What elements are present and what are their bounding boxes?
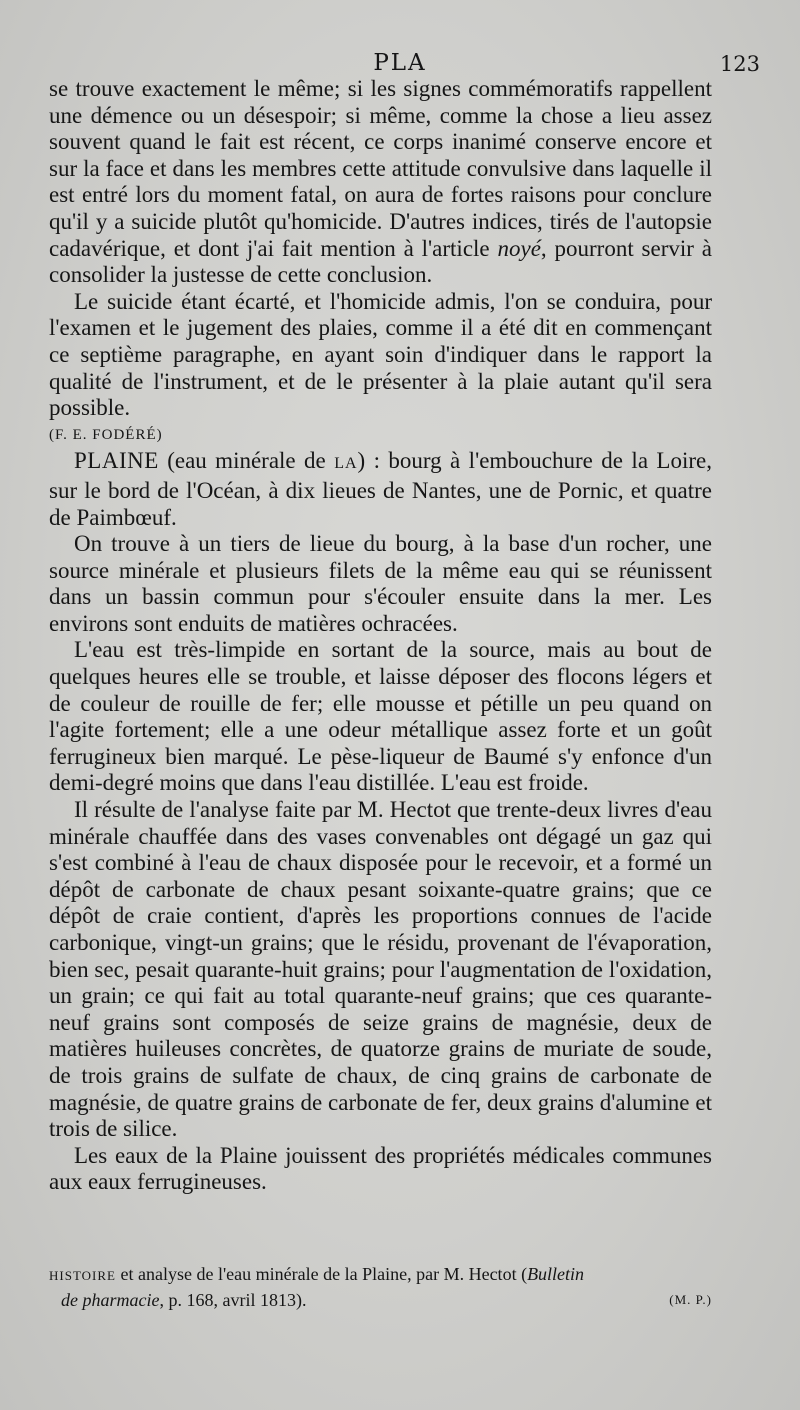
- running-head: PLA: [373, 50, 427, 76]
- footnote-source: Bulletin: [527, 1264, 585, 1284]
- paragraph: On trouve à un tiers de lieue du bourg, à la base d'un rocher, une source minérale et plusieurs filets de la même eau qui se réunissent dans un bassin commun pour s'écouler ensuite dans la mer. Les environs sont enduits de matières ochracées.: [49, 531, 712, 636]
- paragraph-text: (eau minérale de: [158, 448, 335, 474]
- paragraph-text: se trouve exactement le même; si les signes commémoratifs rappellent une démence ou un désespoir; si même, comme la chose a lieu assez souvent quand le fait est récent, ce corps inanimé conserve encore et sur la face et dans les membres cette attitude convulsive dans laquelle il est entré lors du moment fatal, on aura de fortes raisons pour conclure qu'il y a suicide plutôt qu'homicide. D'autres indices, tirés de l'autopsie cadavérique, et dont j'ai fait mention à l'article: [49, 76, 712, 261]
- footnote-source: de pharmacie: [61, 1290, 160, 1310]
- bibliographic-note: [49, 1262, 712, 1312]
- page-number: 123: [719, 52, 760, 76]
- entry-paragraph: [49, 448, 712, 531]
- footnote-lead: HISTOIRE: [49, 1268, 116, 1283]
- paragraph: Les eaux de la Plaine jouissent des propriétés médicales communes aux eaux ferrugineuses.: [49, 1142, 712, 1195]
- small-caps-article: LA: [334, 455, 358, 473]
- footnote-text: et analyse de l'eau minérale de la Plaine, par M. Hectot (: [115, 1264, 528, 1284]
- paragraph-text: ) : bourg à l'embouchure de la Loire, sur le bord de l'Océan, à dix lieues de Nantes, une de Pornic, et quatre de Paimbœuf.: [49, 448, 712, 530]
- paragraph-continuation: [49, 76, 712, 289]
- paragraph: Le suicide étant écarté, et l'homicide admis, l'on se conduira, pour l'examen et le jugement des plaies, comme il a été dit en commençant ce septième paragraphe, en ayant soin d'indiquer dans le rapport la qualité de l'instrument, et de le présenter à la plaie autant qu'il sera possible.: [49, 288, 712, 421]
- paragraph: Il résulte de l'analyse faite par M. Hectot que trente-deux livres d'eau minérale chauffée dans des vases convenables ont dégagé un gaz qui s'est combiné à l'eau de chaux disposée pour le recevoir, et a formé un dépôt de carbonate de chaux pesant soixante-quatre grains; que ce dépôt de craie contient, d'après les proportions connues de l'acide carbonique, vingt-un grains; que le résidu, provenant de l'évaporation, bien sec, pesait quarante-huit grains; pour l'augmentation de l'oxidation, un grain; ce qui fait au total quarante-neuf grains; que ces quarante-neuf grains sont composés de seize grains de magnésie, deux de matières huileuses concrètes, de quatorze grains de muriate de soude, de trois grains de sulfate de chaux, de cinq grains de carbonate de magnésie, de quatre grains de carbonate de fer, deux grains d'alumine et trois de silice.: [49, 797, 712, 1142]
- paragraph: L'eau est très-limpide en sortant de la source, mais au bout de quelques heures elle se trouble, et laisse déposer des flocons légers et de couleur de rouille de fer; elle mousse et pétille un peu quand on l'agite fortement; elle a une odeur métallique assez forte et un goût ferrugineux bien marqué. Le pèse-liqueur de Baumé s'y enfonce d'un demi-degré moins que dans l'eau distillée. L'eau est froide.: [49, 637, 712, 796]
- main-text: [49, 76, 712, 1196]
- article-reference: noyé: [497, 235, 541, 261]
- footnote-text: , p. 168, avril 1813).: [159, 1290, 307, 1310]
- author-signature: (F. E. FODÉRÉ): [49, 426, 163, 443]
- footnote-line: [49, 1288, 712, 1312]
- footnote-line: [49, 1262, 712, 1288]
- entry-headword: PLAINE: [74, 448, 159, 474]
- paragraph-text: , pourront servir à consolider la justesse de cette conclusion.: [49, 235, 712, 288]
- footnote-signature: (M. P.): [669, 1292, 712, 1307]
